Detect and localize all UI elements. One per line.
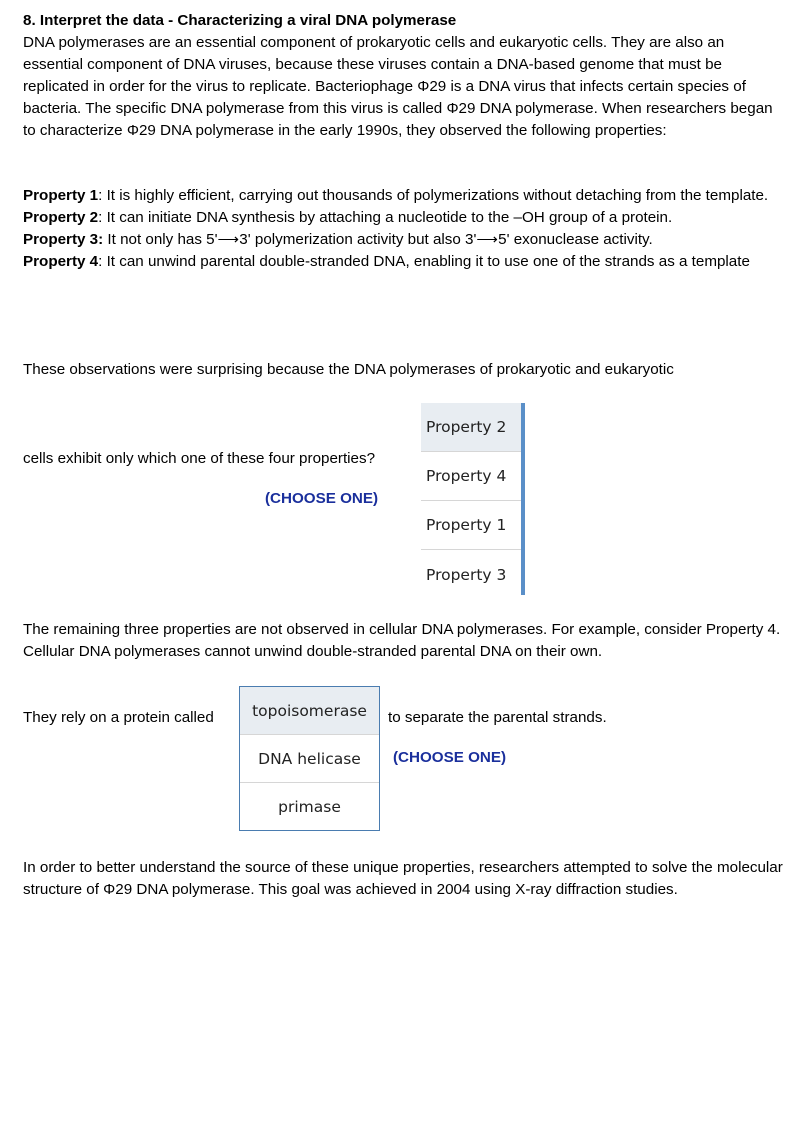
question1-lead: These observations were surprising because the DNA polymerases of prokaryotic and eukaryotic [23, 361, 674, 378]
property-4-text: It can unwind parental double-stranded DNA, enabling it to use one of the strands as a template [102, 253, 750, 270]
property-3-line [23, 229, 783, 251]
property-3-text: It not only has 5'⟶3' polymerization activity but also 3'⟶5' exonuclease activity. [103, 231, 653, 248]
dropdown-option[interactable]: Property 4 [421, 452, 521, 501]
protein-choice-dropdown[interactable] [239, 686, 380, 831]
intro-paragraph: DNA polymerases are an essential component of prokaryotic cells and eukaryotic cells. They are also an essential component of DNA viruses, because these viruses contain a DNA-based genome that must be replicated in order for the virus to replicate. Bacteriophage Φ29 is a DNA virus that infects certain species of bacteria. The specific DNA polymerase from this virus is called Φ29 DNA polymerase. When researchers began to characterize Φ29 DNA polymerase in the early 1990s, they observed the following properties: [23, 34, 773, 139]
question2-before: They rely on a protein called [23, 709, 214, 726]
dropdown-option[interactable]: topoisomerase [240, 687, 379, 735]
property-2-line [23, 207, 783, 229]
dropdown-option[interactable]: Property 1 [421, 501, 521, 550]
question1-choose-hint: (CHOOSE ONE) [265, 490, 379, 507]
dropdown-option[interactable]: primase [278, 798, 341, 816]
property-4-label: Property 4 [23, 253, 99, 270]
question-heading: 8. Interpret the data - Characterizing a viral DNA polymerase [23, 12, 457, 29]
remaining-paragraph: The remaining three properties are not observed in cellular DNA polymerases. For example, consider Property 4. Cellular DNA polymerases cannot unwind double-stranded parental DNA on their own. [23, 621, 781, 660]
property-1-label: Property 1 [23, 187, 99, 204]
property-1-sep: : [98, 187, 103, 204]
question2-after: to separate the parental strands. [388, 709, 607, 726]
property-2-label: Property 2 [23, 209, 99, 226]
question1-continuation: cells exhibit only which one of these four properties? [23, 450, 376, 467]
dropdown-option[interactable]: DNA helicase [240, 735, 379, 783]
dropdown-option[interactable]: Property 2 [421, 403, 521, 452]
property-2-sep: : [98, 209, 103, 226]
property-4-sep: : [98, 253, 103, 270]
property-4-line [23, 251, 783, 273]
property-2-text: It can initiate DNA synthesis by attaching a nucleotide to the –OH group of a protein. [102, 209, 673, 226]
property-3-label: Property 3: [23, 231, 104, 248]
property-choice-dropdown[interactable] [421, 403, 525, 595]
properties-list [23, 185, 783, 273]
question2-choose-hint: (CHOOSE ONE) [393, 749, 507, 766]
property-1-line [23, 185, 783, 207]
closing-paragraph: In order to better understand the source of these unique properties, researchers attempted to solve the molecular structure of Φ29 DNA polymerase. This goal was achieved in 2004 using X-ray diffraction studies. [23, 859, 783, 898]
dropdown-option[interactable]: Property 3 [426, 565, 507, 584]
property-1-text: It is highly efficient, carrying out thousands of polymerizations without detaching from the template. [102, 187, 769, 204]
